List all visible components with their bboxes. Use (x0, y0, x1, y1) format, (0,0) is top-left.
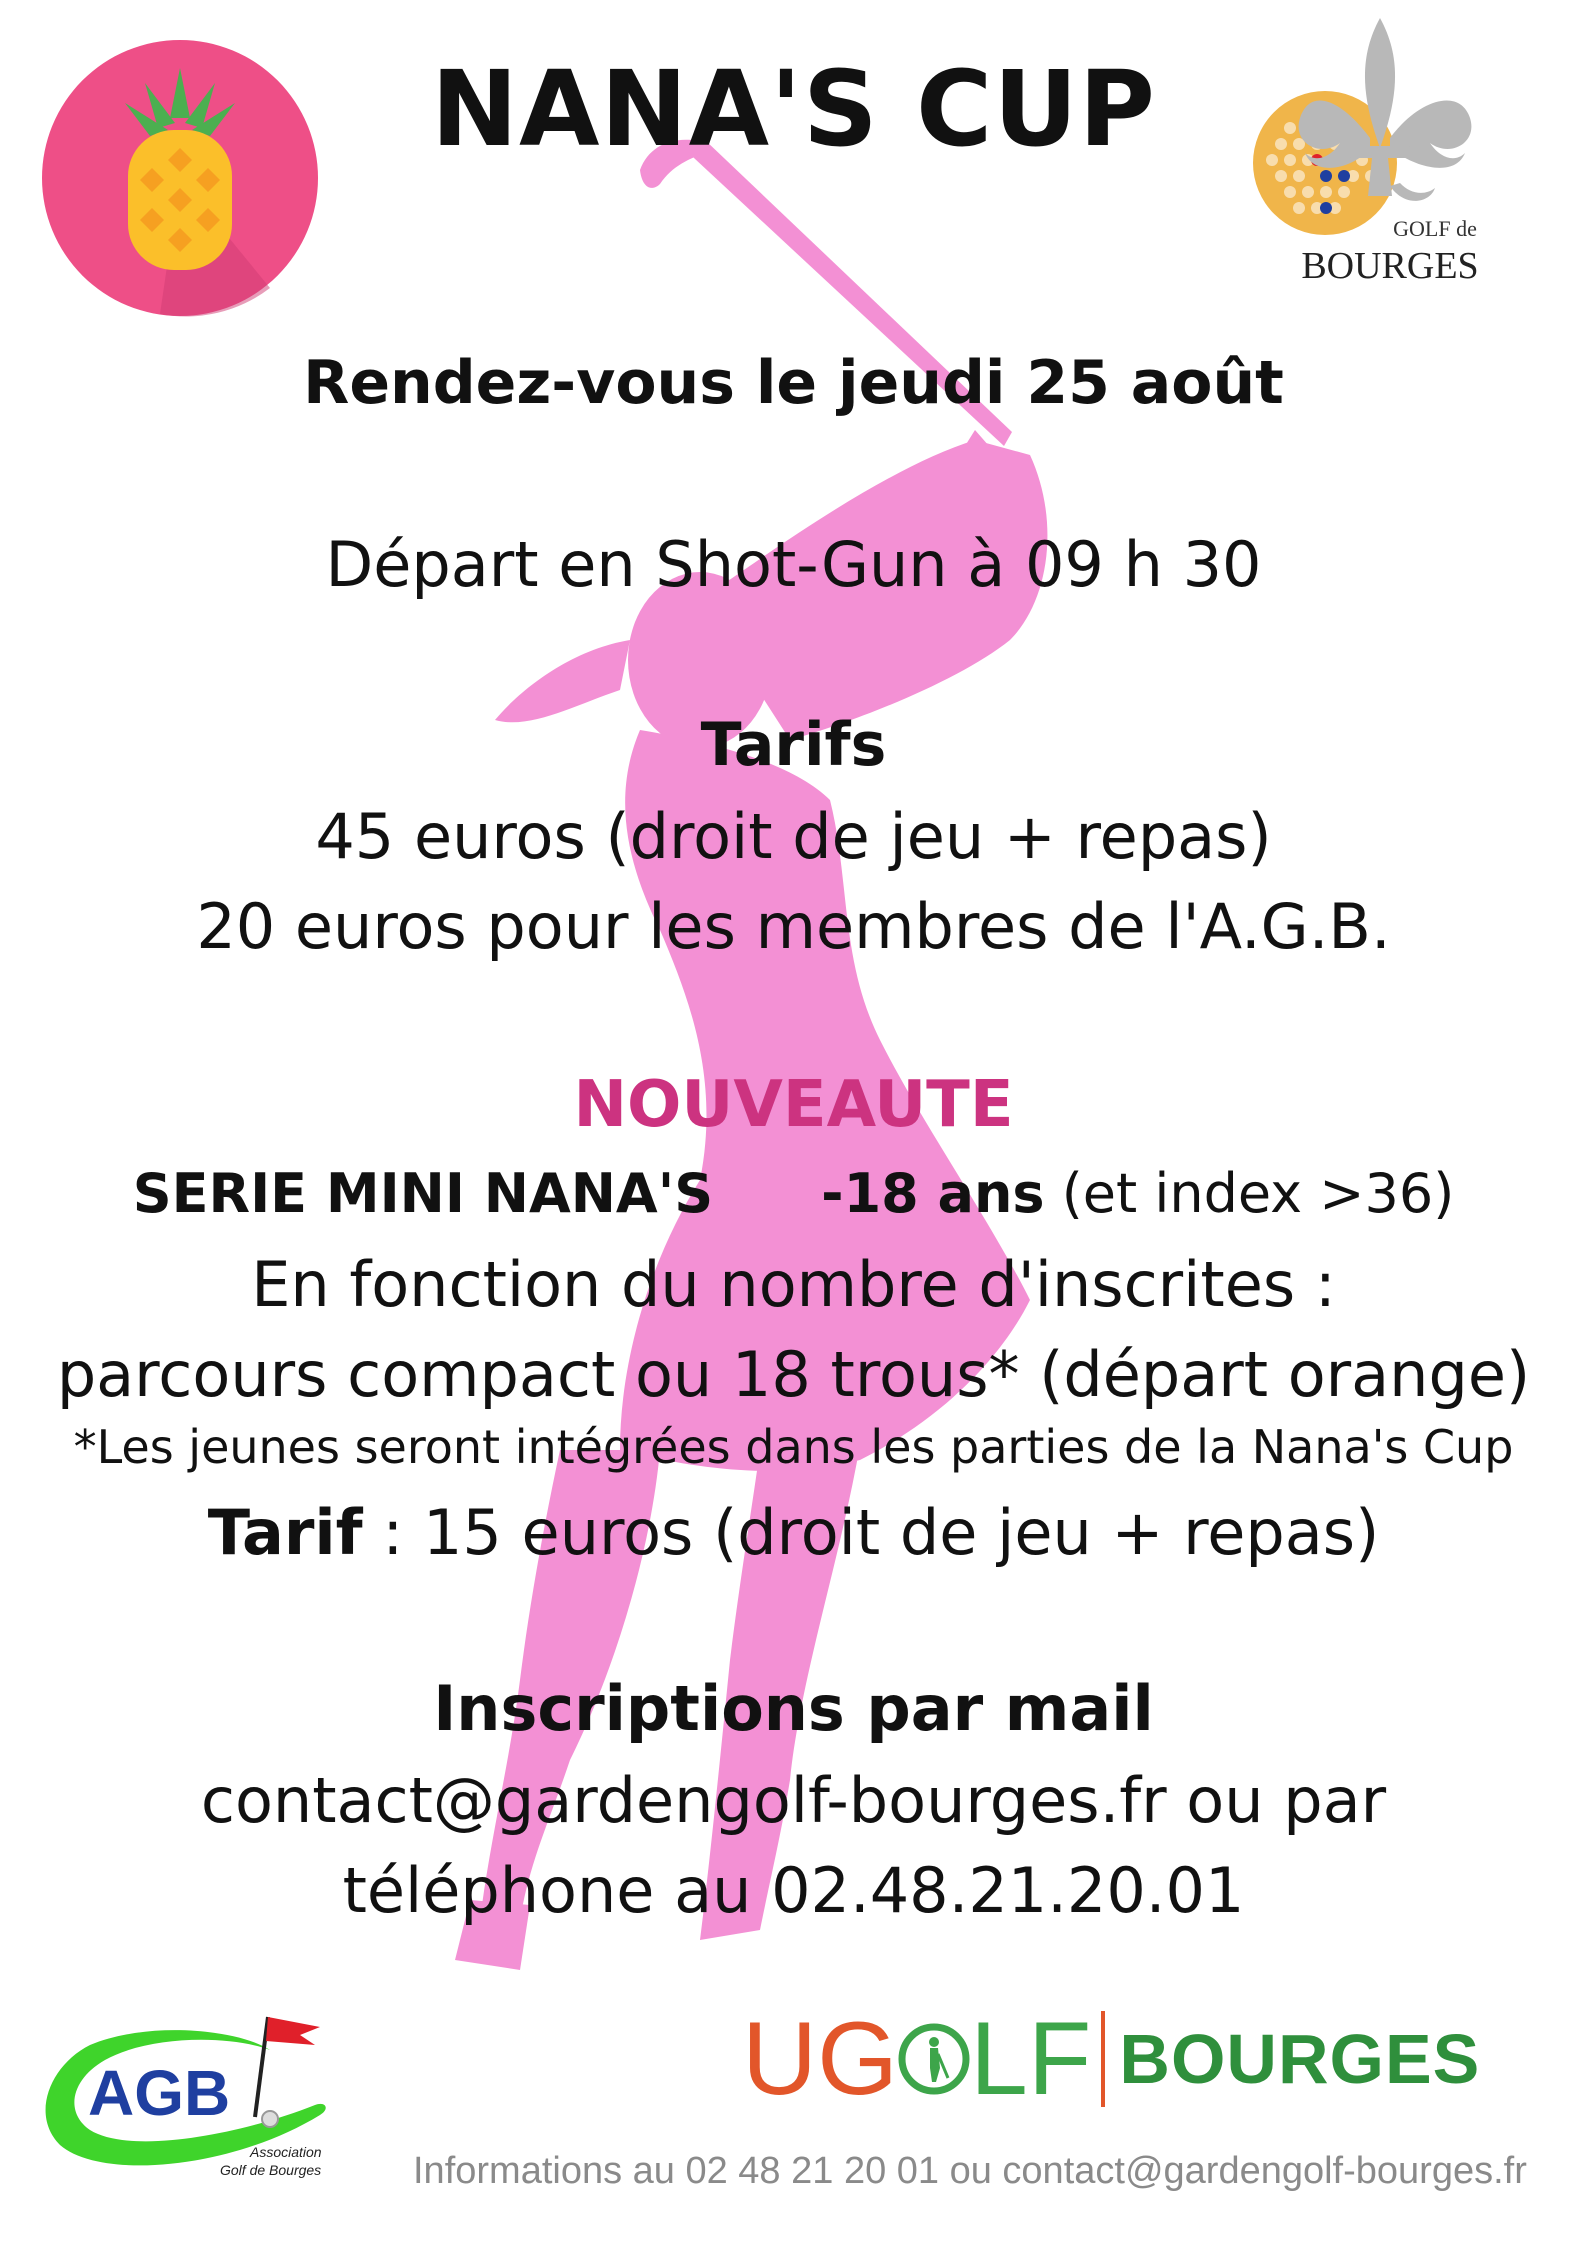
golf-de-label: GOLF de (1393, 216, 1477, 241)
agb-association-label: Association (250, 2144, 322, 2160)
nouveaute-heading: NOUVEAUTE (573, 1068, 1014, 1142)
golf-de-bourges-logo (1230, 18, 1510, 288)
ugolf-lf-letters: LF (970, 2001, 1092, 2117)
jeunes-note: *Les jeunes seront intégrées dans les parties de la Nana's Cup (73, 1420, 1514, 1474)
footer-info: Informations au 02 48 21 20 01 ou contact@gardengolf-bourges.fr (413, 2150, 1527, 2192)
contact-phone-line: téléphone au 02.48.21.20.01 (342, 1854, 1245, 1927)
ugolf-divider (1101, 2011, 1105, 2107)
agb-golf-bourges-label: Golf de Bourges (220, 2162, 322, 2178)
mini-tarif-line (0, 1496, 1587, 1569)
mini-tarif-value: : 15 euros (droit de jeu + repas) (362, 1496, 1380, 1569)
depart-time: Départ en Shot-Gun à 09 h 30 (325, 528, 1262, 601)
serie-mini-line (0, 1162, 1587, 1225)
mini-tarif-label: Tarif (207, 1496, 363, 1569)
rendezvous-date: Rendez-vous le jeudi 25 août (303, 348, 1284, 418)
bourges-label: BOURGES (1301, 245, 1479, 287)
tarifs-heading: Tarifs (700, 710, 887, 780)
ugolf-bourges-text: BOURGES (1119, 2020, 1481, 2098)
tarif-line-2: 20 euros pour les membres de l'A.G.B. (196, 890, 1391, 963)
parcours-line: parcours compact ou 18 trous* (départ orange) (56, 1338, 1531, 1411)
serie-label: SERIE MINI NANA'S (132, 1162, 714, 1225)
page-title: NANA'S CUP (431, 48, 1156, 170)
ugolf-u-letter: U (742, 2001, 818, 2117)
ugolf-bourges-logo: UG LF BOURGES (742, 2001, 1481, 2117)
golfer-in-o-icon (898, 2016, 970, 2102)
contact-email-line: contact@gardengolf-bourges.fr ou par (200, 1764, 1387, 1837)
tarif-line-1: 45 euros (droit de jeu + repas) (315, 800, 1272, 873)
fonction-line: En fonction du nombre d'inscrites : (251, 1248, 1336, 1321)
agb-text: AGB (88, 2057, 231, 2129)
agb-logo (30, 2005, 340, 2185)
age-limit: -18 ans (821, 1162, 1045, 1225)
inscriptions-heading: Inscriptions par mail (433, 1672, 1154, 1745)
index-note: (et index >36) (1061, 1162, 1455, 1225)
